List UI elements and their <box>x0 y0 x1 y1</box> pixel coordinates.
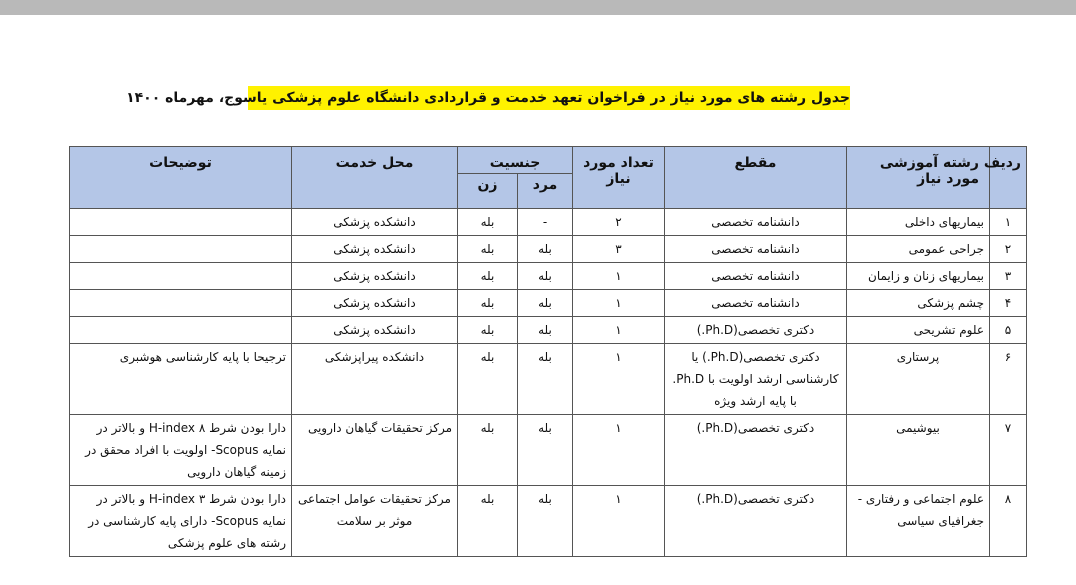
header-location: محل خدمت <box>292 147 458 209</box>
cell-notes: دارا بودن شرط H-index ۳ و بالاتر در نمایه Scopus- دارای پایه کارشناسی در رشته های علوم پزشکی <box>70 486 292 557</box>
table-row <box>70 344 1027 415</box>
header-field: رشته آموزشی مورد نیاز <box>847 147 990 209</box>
cell-female: بله <box>458 486 518 557</box>
cell-degree: دکتری تخصصی(Ph.D.) یا کارشناسی ارشد اولویت با Ph.D. با پایه ارشد ویژه <box>665 344 847 415</box>
cell-male: بله <box>518 263 573 290</box>
cell-male: بله <box>518 486 573 557</box>
cell-row-no: ۸ <box>990 486 1027 557</box>
cell-degree: دانشنامه تخصصی <box>665 263 847 290</box>
cell-female: بله <box>458 209 518 236</box>
cell-field: پرستاری <box>847 344 990 415</box>
cell-count: ۱ <box>573 486 665 557</box>
table-row <box>70 415 1027 486</box>
cell-row-no: ۵ <box>990 317 1027 344</box>
cell-location: دانشکده پزشکی <box>292 263 458 290</box>
header-gender: جنسیت <box>458 147 573 174</box>
cell-field: بیماریهای زنان و زایمان <box>847 263 990 290</box>
cell-male: بله <box>518 236 573 263</box>
cell-location: دانشکده پزشکی <box>292 236 458 263</box>
cell-female: بله <box>458 290 518 317</box>
cell-male: بله <box>518 317 573 344</box>
cell-notes <box>70 209 292 236</box>
cell-field: جراحی عمومی <box>847 236 990 263</box>
cell-degree: دانشنامه تخصصی <box>665 236 847 263</box>
cell-notes: ترجیحا با پایه کارشناسی هوشبری <box>70 344 292 415</box>
cell-row-no: ۲ <box>990 236 1027 263</box>
cell-field: بیماریهای داخلی <box>847 209 990 236</box>
cell-location: مرکز تحقیقات عوامل اجتماعی موثر بر سلامت <box>292 486 458 557</box>
cell-female: بله <box>458 263 518 290</box>
cell-degree: دانشنامه تخصصی <box>665 209 847 236</box>
cell-male: - <box>518 209 573 236</box>
cell-location: دانشکده پیراپزشکی <box>292 344 458 415</box>
cell-count: ۱ <box>573 344 665 415</box>
cell-notes <box>70 263 292 290</box>
cell-location: دانشکده پزشکی <box>292 290 458 317</box>
header-row-no: ردیف <box>990 147 1027 209</box>
document-title: جدول رشته های مورد نیاز در فراخوان تعهد خدمت و قراردادی دانشگاه علوم پزشکی یاسوج، مهرماه ۱۴۰۰ <box>248 86 850 110</box>
cell-location: دانشکده پزشکی <box>292 317 458 344</box>
cell-row-no: ۶ <box>990 344 1027 415</box>
header-notes: توضیحات <box>70 147 292 209</box>
cell-degree: دکتری تخصصی(Ph.D.) <box>665 317 847 344</box>
cell-notes: دارا بودن شرط H-index ۸ و بالاتر در نمایه Scopus- اولویت با افراد محقق در زمینه گیاهان دارویی <box>70 415 292 486</box>
cell-female: بله <box>458 415 518 486</box>
cell-row-no: ۱ <box>990 209 1027 236</box>
cell-count: ۱ <box>573 415 665 486</box>
cell-count: ۱ <box>573 263 665 290</box>
header-count: تعداد مورد نیاز <box>573 147 665 209</box>
cell-count: ۱ <box>573 317 665 344</box>
cell-location: دانشکده پزشکی <box>292 209 458 236</box>
cell-count: ۲ <box>573 209 665 236</box>
requirements-table <box>69 146 1027 557</box>
cell-female: بله <box>458 344 518 415</box>
cell-notes <box>70 290 292 317</box>
cell-row-no: ۴ <box>990 290 1027 317</box>
cell-count: ۱ <box>573 290 665 317</box>
cell-row-no: ۳ <box>990 263 1027 290</box>
window-top-bar <box>0 0 1076 15</box>
header-degree: مقطع <box>665 147 847 209</box>
cell-notes <box>70 236 292 263</box>
cell-male: بله <box>518 290 573 317</box>
cell-female: بله <box>458 317 518 344</box>
cell-field: علوم اجتماعی و رفتاری - جغرافیای سیاسی <box>847 486 990 557</box>
cell-field: بیوشیمی <box>847 415 990 486</box>
table-header-row <box>70 147 1027 174</box>
cell-female: بله <box>458 236 518 263</box>
cell-location: مرکز تحقیقات گیاهان دارویی <box>292 415 458 486</box>
header-male: مرد <box>518 174 573 209</box>
cell-degree: دکتری تخصصی(Ph.D.) <box>665 415 847 486</box>
table-row <box>70 486 1027 557</box>
cell-row-no: ۷ <box>990 415 1027 486</box>
cell-degree: دکتری تخصصی(Ph.D.) <box>665 486 847 557</box>
cell-count: ۳ <box>573 236 665 263</box>
cell-notes <box>70 317 292 344</box>
table-row <box>70 209 1027 236</box>
cell-field: چشم پزشکی <box>847 290 990 317</box>
table-row <box>70 290 1027 317</box>
cell-field: علوم تشریحی <box>847 317 990 344</box>
cell-male: بله <box>518 415 573 486</box>
cell-degree: دانشنامه تخصصی <box>665 290 847 317</box>
table-row <box>70 263 1027 290</box>
table-row <box>70 236 1027 263</box>
header-female: زن <box>458 174 518 209</box>
cell-male: بله <box>518 344 573 415</box>
table-row <box>70 317 1027 344</box>
